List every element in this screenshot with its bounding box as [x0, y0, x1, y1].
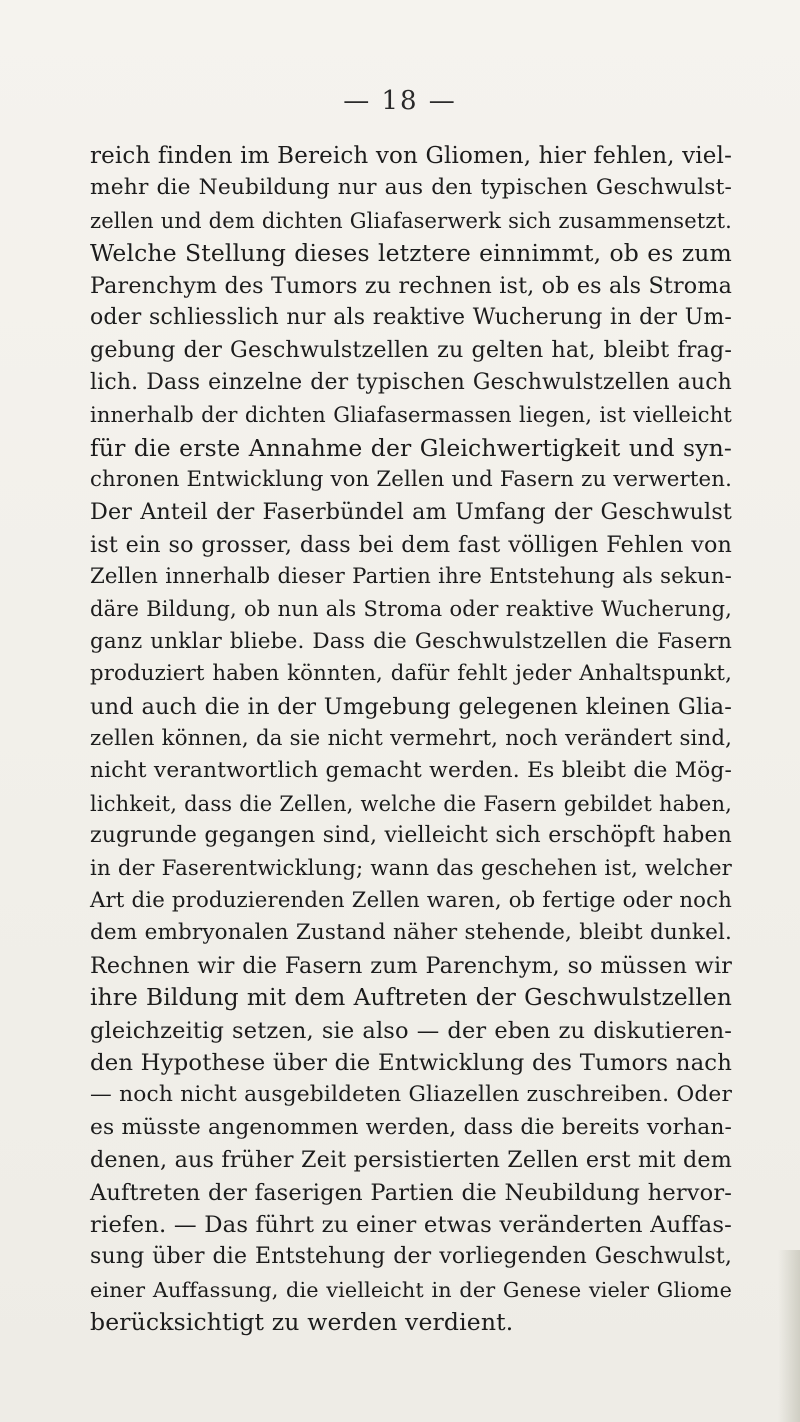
text-line: — noch nicht ausgebildeten Gliazellen zuschreiben. Oder [90, 1082, 732, 1108]
text-line: ganz unklar bliebe. Dass die Geschwulstzellen die Fasern [90, 628, 732, 654]
text-line-last: berücksichtigt zu werden verdient. [90, 1308, 514, 1337]
text-line: nicht verantwortlich gemacht werden. Es bleibt die Mög- [90, 758, 732, 784]
text-line: chronen Entwicklung von Zellen und Fasern zu verwerten. [90, 466, 732, 492]
page-edge-shadow [778, 1250, 800, 1422]
text-line: den Hypothese über die Entwicklung des Tumors nach [90, 1049, 732, 1076]
text-line: Auftreten der faserigen Partien die Neubildung hervor- [90, 1179, 732, 1206]
text-line: oder schliesslich nur als reaktive Wucherung in der Um- [90, 304, 732, 330]
text-line: däre Bildung, ob nun als Stroma oder reaktive Wucherung, [90, 597, 732, 622]
text-line: Welche Stellung dieses letztere einnimmt, ob es zum [90, 239, 732, 268]
text-line: produziert haben könnten, dafür fehlt jeder Anhaltspunkt, [90, 661, 732, 687]
text-line: Zellen innerhalb dieser Partien ihre Entstehung als sekun- [90, 564, 732, 590]
text-line: reich finden im Bereich von Gliomen, hier fehlen, viel- [90, 143, 732, 169]
text-line: Der Anteil der Faserbündel am Umfang der Geschwulst [90, 499, 732, 526]
text-line: in der Faserentwicklung; wann das geschehen ist, welcher [90, 855, 732, 881]
text-line: innerhalb der dichten Gliafasermassen liegen, ist vielleicht [90, 403, 732, 428]
text-line: für die erste Annahme der Gleichwertigkeit und syn- [90, 433, 732, 462]
text-line: ihre Bildung mit dem Auftreten der Geschwulstzellen [90, 984, 732, 1012]
text-line: Rechnen wir die Fasern zum Parenchym, so müssen wir [90, 952, 732, 979]
text-line: zugrunde gegangen sind, vielleicht sich erschöpft haben [90, 823, 732, 849]
page-number: — 18 — [343, 86, 457, 116]
text-line: denen, aus früher Zeit persistierten Zellen erst mit dem [90, 1147, 732, 1174]
text-line: zellen können, da sie nicht vermehrt, noch verändert sind, [90, 726, 732, 752]
text-line: Parenchym des Tumors zu rechnen ist, ob es als Stroma [90, 272, 732, 299]
body-text [90, 140, 732, 1338]
text-line: einer Auffassung, die vielleicht in der Genese vieler Gliome [90, 1277, 732, 1302]
text-line: dem embryonalen Zustand näher stehende, bleibt dunkel. [90, 920, 732, 946]
text-line: und auch die in der Umgebung gelegenen kleinen Glia- [90, 693, 732, 720]
text-line: gebung der Geschwulstzellen zu gelten hat, bleibt frag- [90, 337, 732, 364]
text-line: lich. Dass einzelne der typischen Geschwulstzellen auch [90, 369, 732, 395]
text-line: Art die produzierenden Zellen waren, ob fertige oder noch [90, 887, 732, 913]
text-line: mehr die Neubildung nur aus den typischen Geschwulst- [90, 175, 732, 201]
text-line: es müsste angenommen werden, dass die bereits vorhan- [90, 1114, 732, 1140]
text-line: lichkeit, dass die Zellen, welche die Fasern gebildet haben, [90, 791, 732, 816]
text-line: riefen. — Das führt zu einer etwas veränderten Auffas- [90, 1211, 732, 1238]
text-line: ist ein so grosser, dass bei dem fast völligen Fehlen von [90, 531, 732, 558]
text-line: sung über die Entstehung der vorliegenden Geschwulst, [90, 1244, 732, 1270]
text-line: gleichzeitig setzen, sie also — der eben zu diskutieren- [90, 1017, 732, 1044]
text-line: zellen und dem dichten Gliafaserwerk sich zusammensetzt. [90, 208, 732, 233]
